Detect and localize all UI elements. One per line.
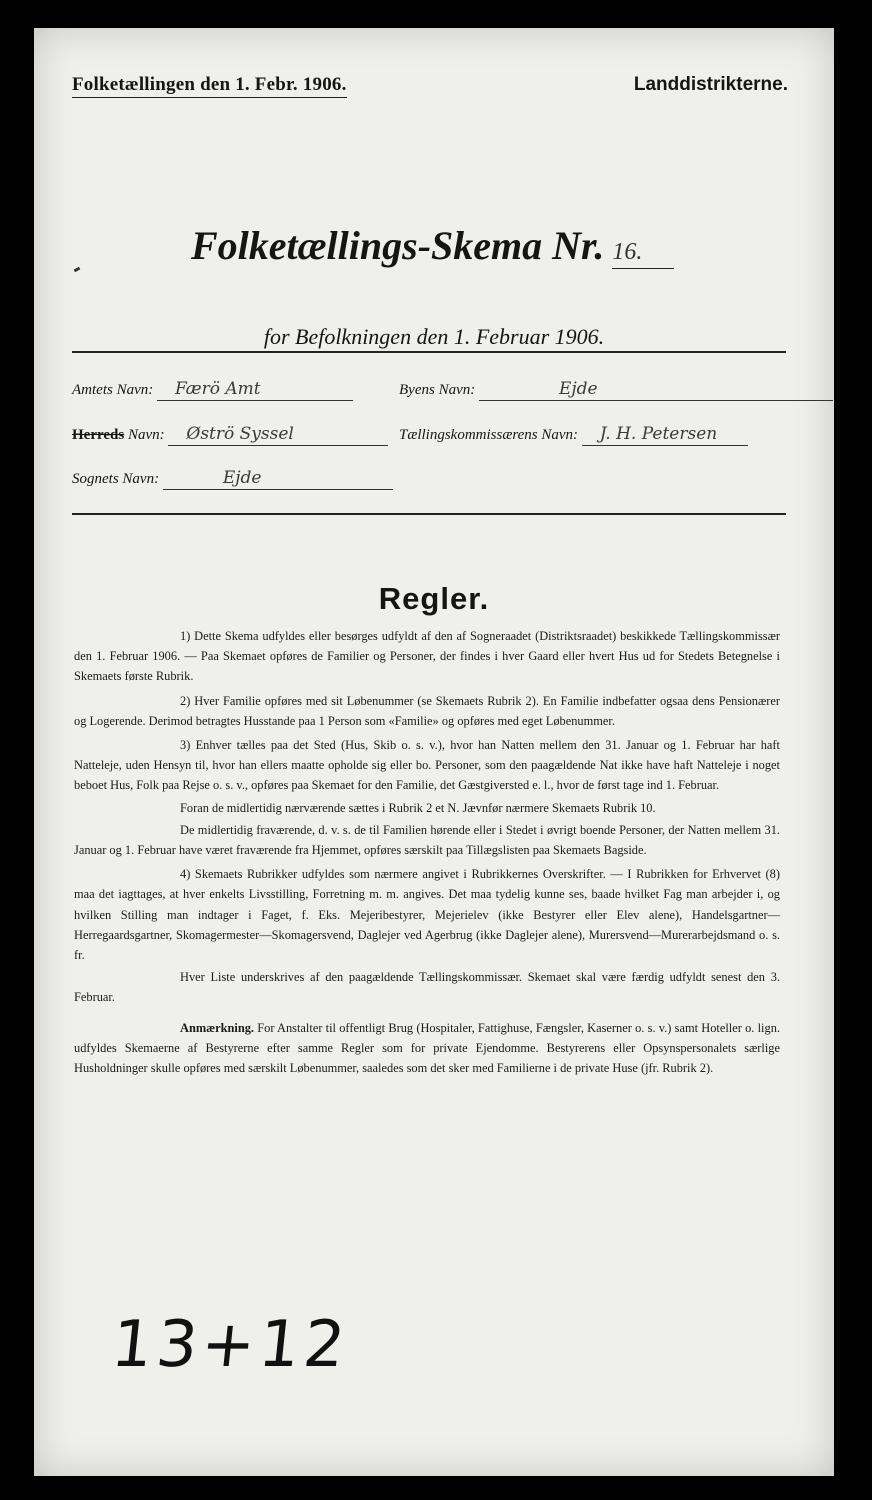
rules-heading: Regler.: [378, 581, 490, 616]
remark: [74, 1018, 780, 1079]
byens-value: Ejde: [479, 379, 833, 401]
byens-label: Byens Navn:: [399, 382, 476, 398]
herred-field: [72, 424, 388, 446]
district-type-label: Landdistrikterne.: [633, 74, 788, 95]
rule-1: 1) Dette Skema udfyldes eller besørges udfyldt af den af Sogneraadet (Distriktsraadet) beskikkede Tællingskommissær den 1. Februar 1906. — Paa Skemaet opføres de Familier og Personer, der findes i hver Gaard eller hvert Hus ud for Stedets Betegnelse i Skemaets første Rubrik.: [74, 629, 780, 684]
form-subtitle: for Befolkningen den 1. Februar 1906.: [263, 324, 605, 349]
top-divider: [72, 351, 786, 353]
sogn-label: Sognets Navn:: [72, 471, 160, 487]
kommissaer-value: J. H. Petersen: [582, 424, 748, 446]
handwritten-total: 13+12: [108, 1308, 353, 1382]
census-header-title: Folketællingen den 1. Febr. 1906.: [72, 74, 347, 98]
form-number: 16.: [612, 239, 674, 269]
kommissaer-field: [399, 424, 748, 446]
pen-mark: [74, 267, 81, 273]
rules-text: [74, 626, 780, 1082]
rule-2: 2) Hver Familie opføres med sit Løbenummer (se Skemaets Rubrik 2). En Familie indbefatter ogsaa dens Pensionærer og Logerende. Derimod betragtes Husstande paa 1 Person som «Familie» og opføres med eget Løbenummer.: [74, 693, 780, 728]
herred-value: Øströ Syssel: [168, 424, 388, 446]
kommissaer-label: Tællingskommissærens Navn:: [399, 427, 579, 443]
herred-label: Navn:: [127, 427, 165, 443]
rule-3: 3) Enhver tælles paa det Sted (Hus, Skib o. s. v.), hvor han Natten mellem den 31. Januar og 1. Februar har haft Natteleje, uden Hensyn til, hvor han ellers maatte opholde sig eller bo. Personer, som den paagældende Nat ikke have haft Natteleje i noget beboet Hus, Folk paa Rejse o. s. v., opføres paa Skemaet for den Familie, det Gæstgiversted e. l., hvor de først tage ind 1. Februar.: [74, 738, 780, 793]
census-form-sheet: [34, 28, 834, 1476]
rule-3-temporary-absent: De midlertidig fraværende, d. v. s. de til Familien hørende eller i Stedet i øvrigt boende Personer, der Natten mellem 31. Januar og 1. Februar have været fraværende fra Hjemmet, opføres særskilt paa Tillægslisten paa Skemaets Bagside.: [74, 822, 780, 858]
sogn-field: [72, 468, 393, 490]
remark-label: Anmærkning.: [180, 1020, 255, 1035]
rule-4: 4) Skemaets Rubrikker udfyldes som nærmere angivet i Rubrikkernes Overskrifter. — I Rubrikken for Erhvervet (8) maa det iagttages, at hver enkelts Livsstilling, Forretning m. m. angives. Det maa tydelig kunne ses, baade hvilket Fag man arbejder i, og hvilken Stilling man indtager i Faget, f. Eks. Mejeribestyrer, Mejerielev (ikke Bestyrer eller Elev alene), Handelsgartner—Herregaardsgartner, Skomagermester—Skomagersvend, Daglejer ved Agerbrug (ikke Daglejer alene), Murersvend—Murerarbejdsmand o. s. fr.: [74, 867, 780, 963]
form-title-text: Folketællings-Skema Nr.: [191, 223, 605, 268]
amt-label: Amtets Navn:: [72, 382, 154, 398]
rule-3-temporary-present: Foran de midlertidig nærværende sættes i Rubrik 2 et N. Jævnfør nærmere Skemaets Rubrik 10.: [180, 800, 656, 815]
byens-field: [399, 379, 833, 401]
bottom-divider: [72, 513, 786, 515]
rule-4-signature: Hver Liste underskrives af den paagældende Tællingskommissær. Skemaet skal være færdig udfyldt senest den 3. Februar.: [74, 970, 780, 1005]
form-title: [191, 222, 674, 269]
herred-struck-label: Herreds: [72, 427, 125, 443]
amt-field: [72, 379, 353, 401]
sogn-value: Ejde: [163, 468, 393, 490]
remark-text: For Anstalter til offentligt Brug (Hospitaler, Fattighuse, Fængsler, Kaserner o. s. v.) samt Hoteller o. lign. udfyldes Skemaerne af Bestyrerne efter samme Regler som for private Ejendomme. Bestyrerens eller Opsynspersonalets særlige Husholdninger skulle opføres med særskilt Løbenummer, saaledes som det sker med Familierne i de private Huse (jfr. Rubrik 2).: [74, 1020, 780, 1076]
amt-value: Færö Amt: [157, 379, 353, 401]
